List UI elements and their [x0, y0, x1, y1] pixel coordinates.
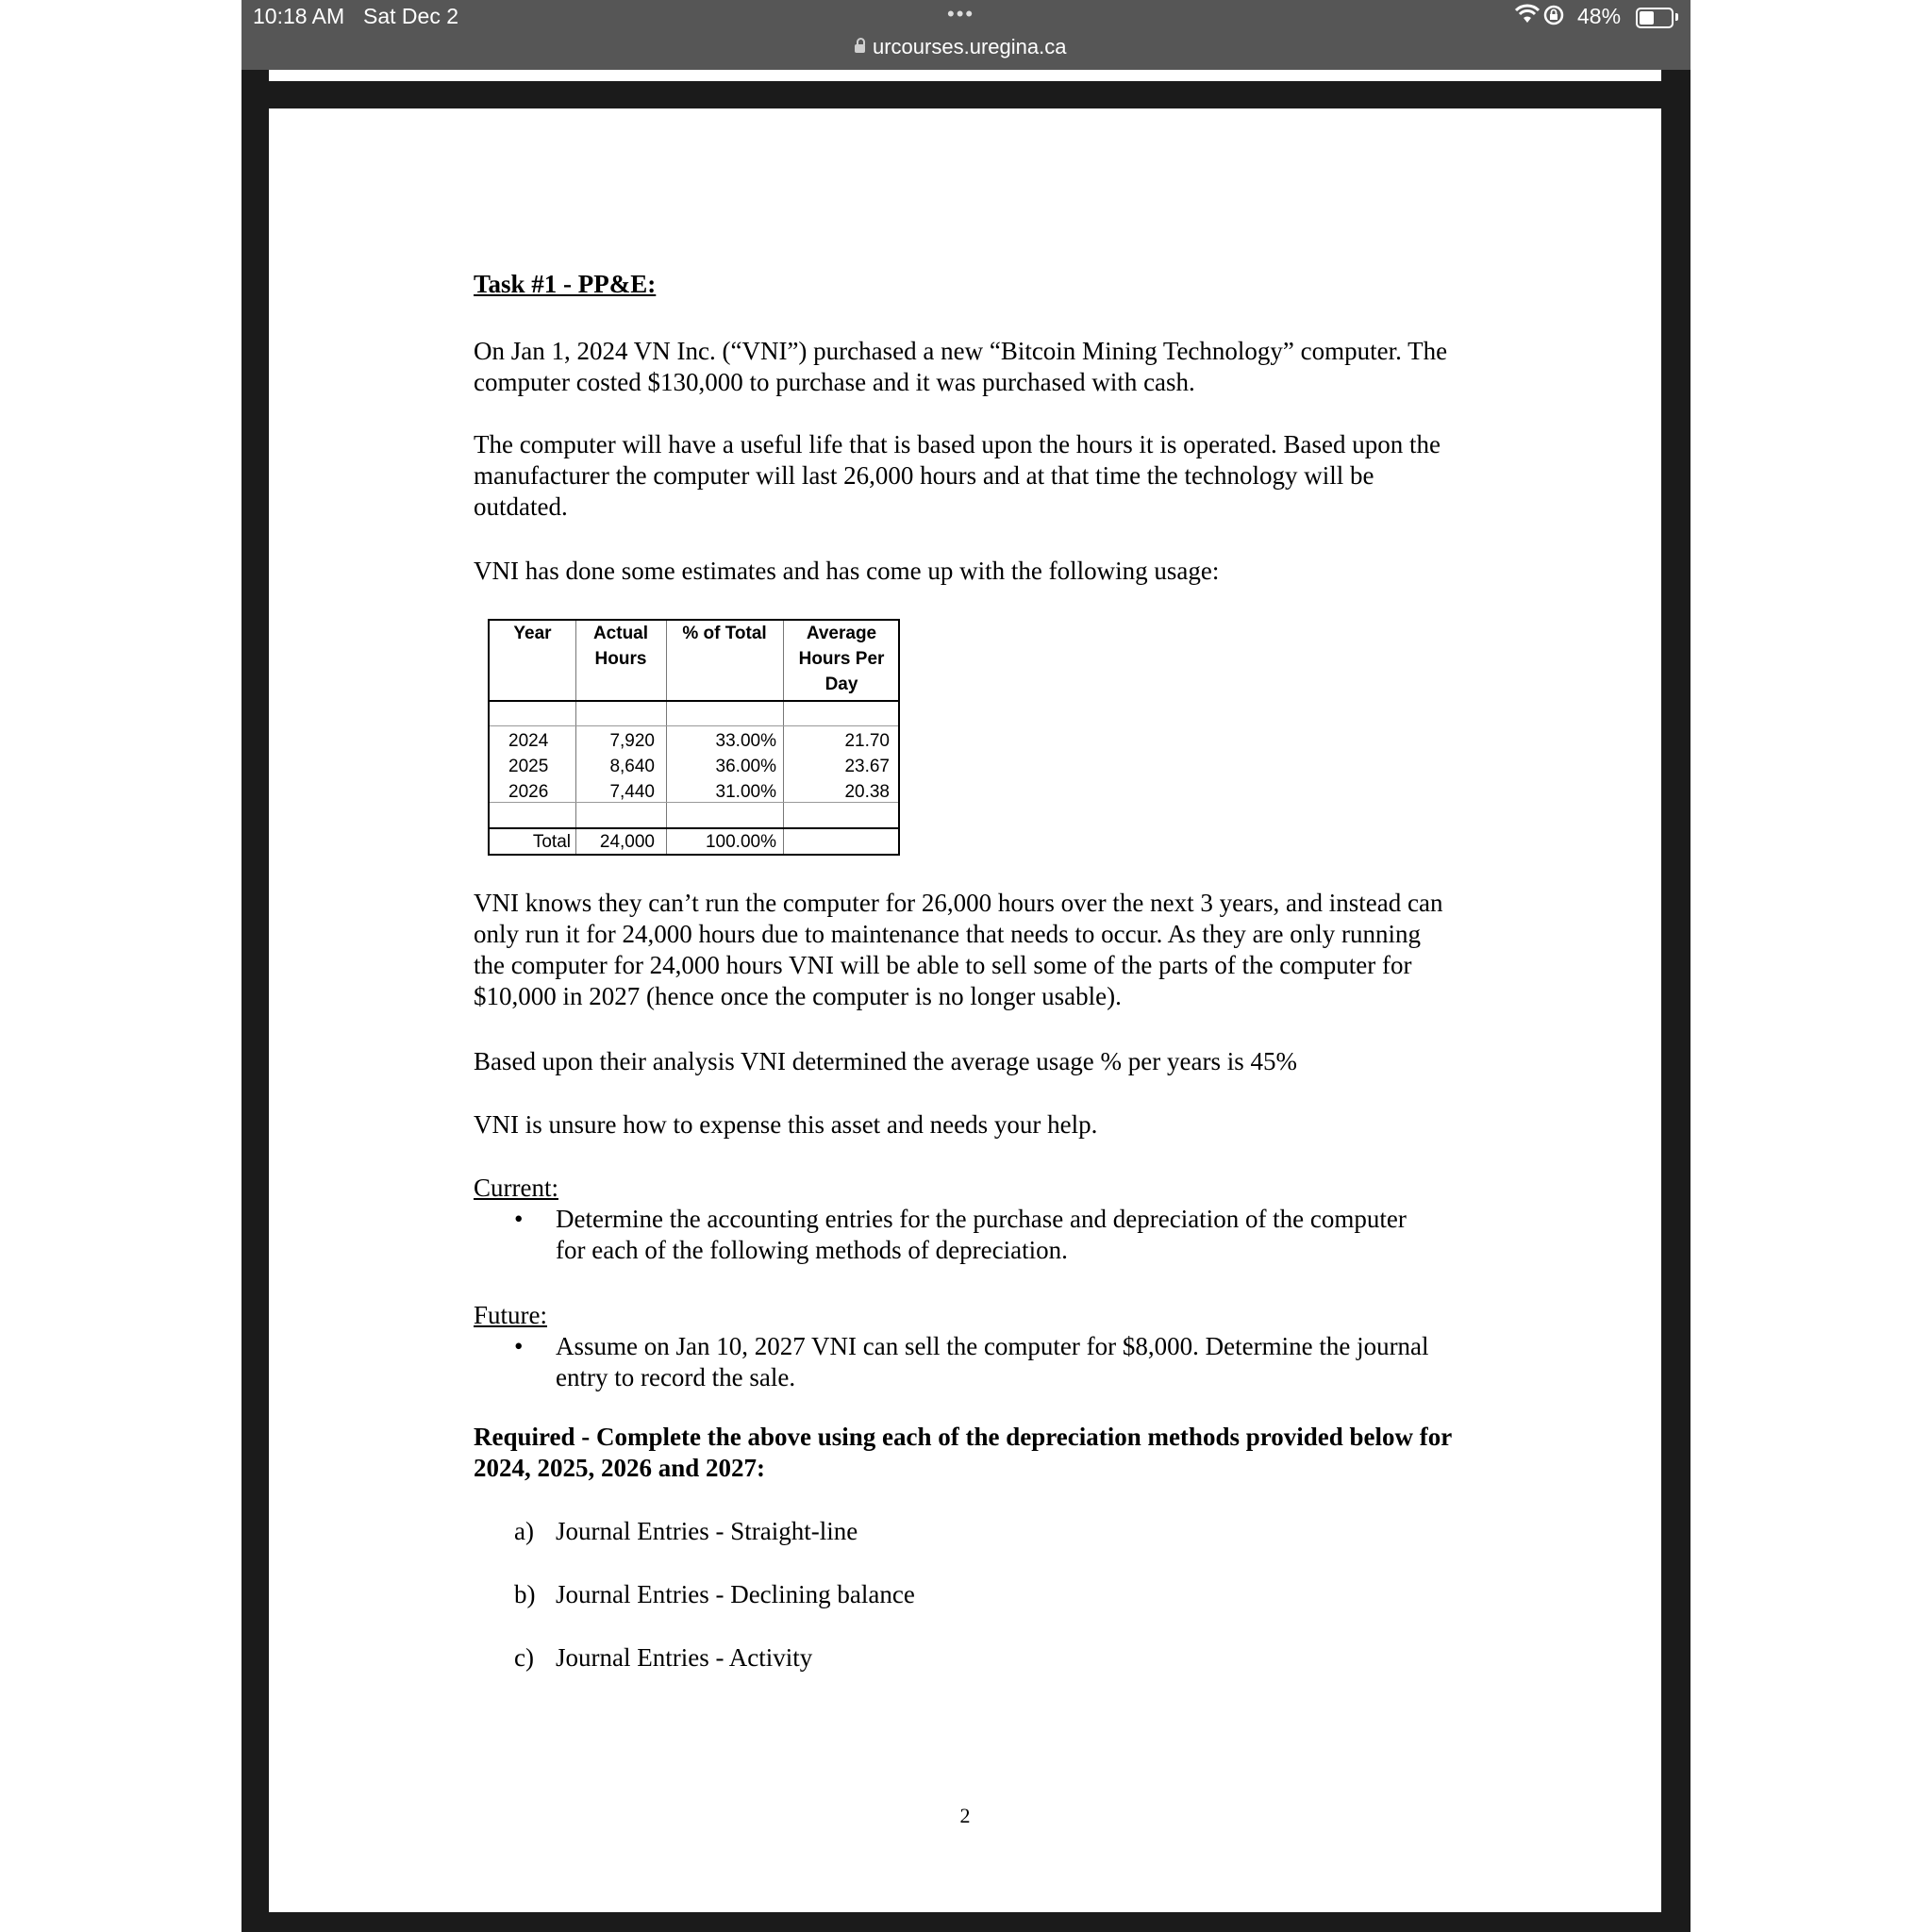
- current-bullet-item: [474, 1204, 1455, 1270]
- row-avg: 21.70: [844, 731, 890, 751]
- battery-percent: 48%: [1577, 4, 1622, 28]
- total-hours: 24,000: [599, 832, 655, 852]
- row-avg: 23.67: [844, 757, 890, 776]
- row-year: 2026: [508, 782, 549, 802]
- paragraph-purchase: On Jan 1, 2024 VN Inc. (“VNI”) purchased a new “Bitcoin Mining Technology” computer. The computer costed $130,000 to purchase and it was purchased with cash.: [474, 337, 1448, 396]
- bullet-icon: •: [514, 1205, 524, 1233]
- task-title: Task #1 - PP&E:: [474, 270, 657, 298]
- page-number: 2: [959, 1804, 971, 1827]
- method-item: [474, 1642, 1455, 1674]
- row-hours: 8,640: [609, 757, 655, 776]
- method-letter: b): [514, 1580, 536, 1608]
- method-text: Journal Entries - Straight-line: [556, 1517, 858, 1545]
- usage-table: [488, 619, 900, 856]
- bullet-icon: •: [514, 1332, 524, 1360]
- row-hours: 7,440: [609, 782, 655, 802]
- url-bar[interactable]: [855, 35, 1138, 59]
- total-pct: 100.00%: [705, 832, 776, 852]
- previous-page-edge: [269, 70, 1661, 81]
- status-time: 10:18 AM: [253, 4, 345, 28]
- status-bar: [242, 0, 1690, 70]
- battery-tip: [1675, 13, 1678, 21]
- row-year: 2024: [508, 731, 549, 751]
- total-label: Total: [532, 832, 571, 852]
- ipad-frame: [242, 0, 1690, 1932]
- paragraph-usage-intro: VNI has done some estimates and has come up with the following usage:: [474, 557, 1220, 585]
- method-text: Journal Entries - Declining balance: [556, 1580, 915, 1608]
- wifi-icon: [1515, 4, 1540, 30]
- row-hours: 7,920: [609, 731, 655, 751]
- current-bullet-text: Determine the accounting entries for the purchase and depreciation of the computer for each of the following methods of depreciation.: [556, 1205, 1407, 1264]
- header-pct-total: % of Total: [682, 624, 767, 643]
- row-pct: 36.00%: [715, 757, 776, 776]
- battery-icon: [1636, 8, 1674, 28]
- document-page: [269, 108, 1661, 1912]
- method-item: [474, 1516, 1455, 1548]
- row-avg: 20.38: [844, 782, 890, 802]
- paragraph-average-usage: Based upon their analysis VNI determined the average usage % per years is 45%: [474, 1047, 1297, 1075]
- header-avg-hours: Average Hours Per Day: [798, 624, 885, 694]
- method-letter: c): [514, 1643, 534, 1672]
- method-item: [474, 1579, 1455, 1611]
- paragraph-hours-limit: VNI knows they can’t run the computer for 26,000 hours over the next 3 years, and instead can only run it for 24,000 hours due to maintenance that needs to occur. As they are only running the computer for 24,000 hours VNI will be able to sell some of the parts of the computer for $10,000 in 2027 (hence once the computer is no longer usable).: [474, 889, 1443, 1010]
- required-heading: Required - Complete the above using each of the depreciation methods provided below for 2024, 2025, 2026 and 2027:: [474, 1423, 1452, 1482]
- method-letter: a): [514, 1517, 534, 1545]
- row-year: 2025: [508, 757, 549, 776]
- method-text: Journal Entries - Activity: [556, 1643, 813, 1672]
- row-pct: 31.00%: [715, 782, 776, 802]
- multitask-dots-icon[interactable]: •••: [947, 2, 975, 25]
- future-bullet-item: [474, 1331, 1455, 1397]
- row-pct: 33.00%: [715, 731, 776, 751]
- status-date: Sat Dec 2: [363, 4, 458, 28]
- paragraph-useful-life: The computer will have a useful life that is based upon the hours it is operated. Based upon the manufacturer the computer will last 26,000 hours and at that time the technology will be outdated.: [474, 430, 1441, 521]
- paragraph-unsure: VNI is unsure how to expense this asset and needs your help.: [474, 1110, 1098, 1139]
- lock-icon: [855, 44, 865, 53]
- header-actual-hours: Actual Hours: [592, 624, 649, 669]
- url-text: urcourses.uregina.ca: [873, 35, 1067, 58]
- current-label: Current:: [474, 1174, 558, 1202]
- header-year: Year: [513, 624, 552, 643]
- future-bullet-text: Assume on Jan 10, 2027 VNI can sell the computer for $8,000. Determine the journal entry to record the sale.: [556, 1332, 1429, 1391]
- future-label: Future:: [474, 1301, 547, 1329]
- rotation-lock-icon: [1542, 4, 1565, 32]
